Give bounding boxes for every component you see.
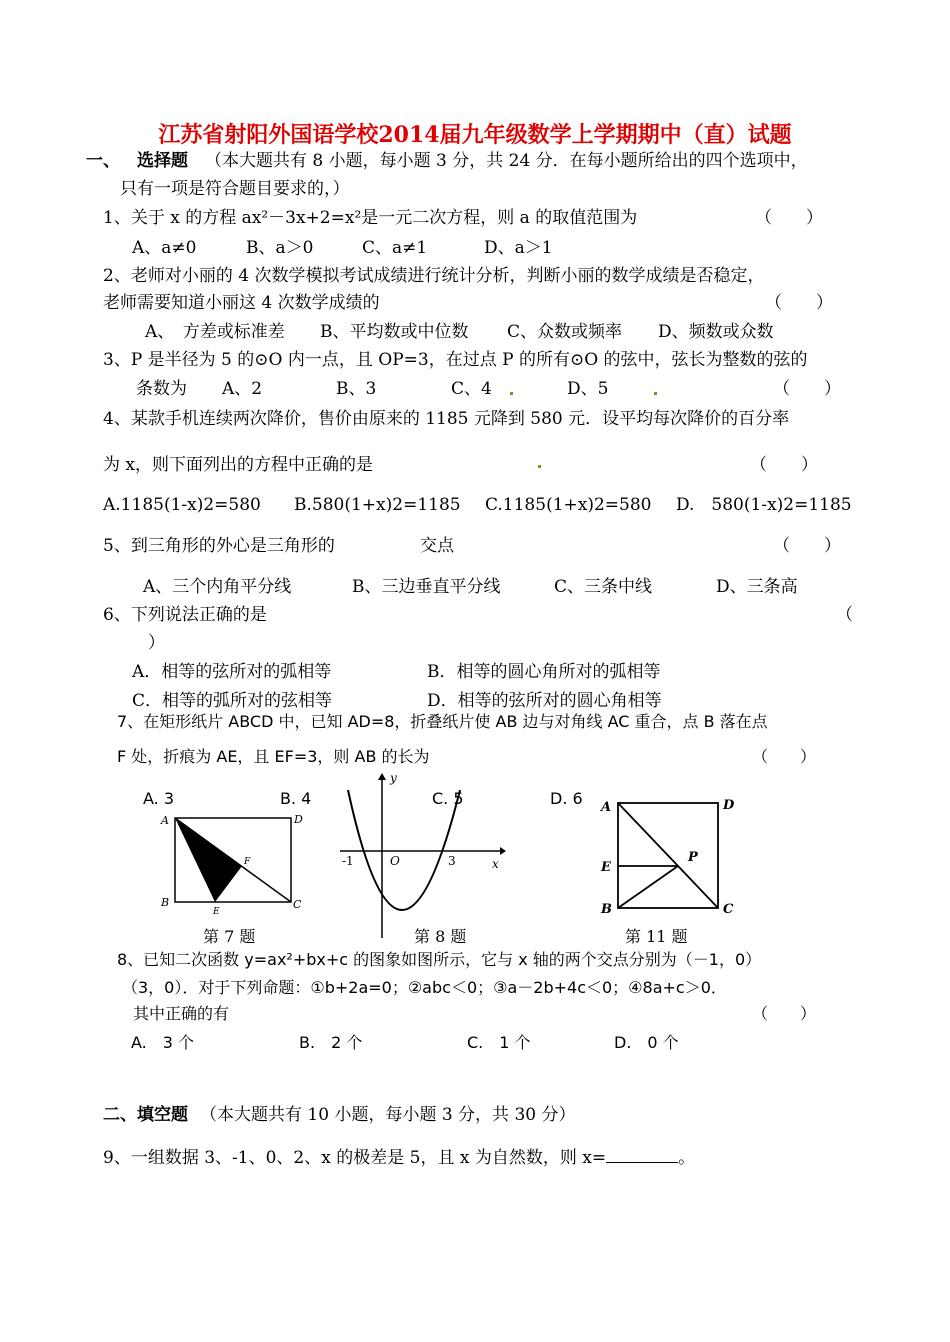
q4-stem: 4、某款手机连续两次降价，售价由原来的 1185 元降到 580 元．设平均每次降价的百分率 — [103, 409, 790, 429]
fig11-diagonal-ac — [618, 803, 718, 908]
q8-stem-3: 其中正确的有 — [133, 1004, 230, 1023]
fig8-y-arrow — [378, 773, 386, 780]
fig8-x-arrow — [500, 847, 506, 855]
q9-answer-blank[interactable] — [606, 1146, 678, 1163]
fig11-label-e: E — [601, 860, 611, 875]
q5-option-d: D、三条高 — [716, 577, 798, 597]
q5-tail: 交点 — [420, 536, 454, 556]
q3-bracket: （ ） — [773, 379, 841, 399]
section1-number: 一、 — [86, 151, 120, 171]
q4-bracket: （ ） — [750, 455, 818, 475]
q7-option-c: C. 5 — [432, 789, 464, 808]
q3-option-a: A、2 — [222, 379, 263, 399]
q8-option-a: A. 3 个 — [131, 1033, 195, 1052]
q8-stem-2: （3，0）．对于下列命题：①b+2a=0；②abc＜0；③a－2b+4c＜0；④8a+c＞0． — [122, 978, 727, 997]
q9-stem — [103, 1146, 695, 1169]
q5-option-b: B、三边垂直平分线 — [352, 577, 501, 597]
q2-stem: 2、老师对小丽的 4 次数学模拟考试成绩进行统计分析，判断小丽的数学成绩是否稳定， — [103, 266, 765, 286]
fig8-label-minus1: -1 — [342, 854, 354, 868]
fig8-label-o: O — [390, 854, 400, 868]
q8-option-b: B. 2 个 — [299, 1033, 363, 1052]
q3-option-b: B、3 — [336, 379, 377, 399]
section1-heading: 选择题 — [137, 151, 188, 171]
q7-stem: 7、在矩形纸片 ABCD 中，已知 AD=8，折叠纸片使 AB 边与对角线 AC 重合，点 B 落在点 — [117, 712, 768, 731]
fig7-label-b: B — [161, 896, 170, 909]
figure-q7 — [155, 810, 305, 950]
figure-q8 — [330, 770, 510, 950]
fig8-parabola — [348, 790, 460, 910]
q2-stem-2: 老师需要知道小丽这 4 次数学成绩的 — [103, 293, 380, 313]
q6-bracket-open: （ — [836, 605, 853, 625]
section2-desc: （本大题共有 10 小题，每小题 3 分，共 30 分） — [200, 1105, 576, 1125]
q3-stem-2: 条数为 — [136, 379, 187, 399]
q2-option-c: C、众数或频率 — [507, 322, 623, 342]
artifact-dot — [654, 392, 657, 395]
q4-option-c: C.1185(1+x)2=580 — [485, 495, 652, 515]
fig7-caption: 第 7 题 — [203, 927, 256, 946]
q1-option-a: A、a≠0 — [132, 238, 197, 258]
q8-option-c: C. 1 个 — [467, 1033, 531, 1052]
artifact-dot — [538, 465, 541, 468]
q8-stem: 8、已知二次函数 y=ax²+bx+c 的图象如图所示，它与 x 轴的两个交点分别为（－1，0） — [117, 950, 762, 969]
q4-option-b: B.580(1+x)2=1185 — [294, 495, 461, 515]
q5-bracket: （ ） — [773, 536, 841, 556]
fig7-label-d: D — [294, 813, 303, 826]
fig8-label-y: y — [390, 771, 397, 785]
q7-bracket: （ ） — [752, 747, 817, 766]
q5-stem: 5、到三角形的外心是三角形的 — [103, 536, 335, 556]
q2-option-a: A、 方差或标准差 — [145, 322, 285, 342]
page-title: 江苏省射阳外国语学校2014届九年级数学上学期期中（直）试题 — [158, 122, 792, 148]
q8-option-d: D. 0 个 — [614, 1033, 679, 1052]
q3-stem: 3、P 是半径为 5 的⊙O 内一点，且 OP=3，在过点 P 的所有⊙O 的弦中，弦长为整数的弦的 — [103, 350, 808, 370]
fig7-folded-triangle — [175, 818, 242, 902]
q4-stem-2: 为 x，则下面列出的方程中正确的是 — [103, 455, 373, 475]
fig11-label-c: C — [723, 902, 734, 917]
fig11-label-d: D — [723, 798, 735, 813]
q5-option-c: C、三条中线 — [554, 577, 653, 597]
q1-stem: 1、关于 x 的方程 ax²－3x+2=x²是一元二次方程，则 a 的取值范围为 — [103, 208, 638, 228]
section1-desc: （本大题共有 8 小题，每小题 3 分，共 24 分．在每小题所给出的四个选项中， — [205, 151, 808, 171]
q3-option-c: C、4 — [451, 379, 492, 399]
q7-option-d: D. 6 — [550, 789, 583, 808]
q6-option-b: B．相等的圆心角所对的弧相等 — [427, 662, 661, 682]
fig8-label-x: x — [492, 857, 499, 871]
q3-option-d: D、5 — [567, 379, 609, 399]
q6-option-c: C．相等的弧所对的弦相等 — [132, 691, 333, 711]
fig8-label-3: 3 — [448, 854, 456, 868]
fig8-caption: 第 8 题 — [414, 927, 467, 946]
q7-option-a: A. 3 — [143, 789, 175, 808]
fig7-label-f: F — [244, 857, 251, 867]
figure-q11 — [595, 795, 755, 950]
q4-option-a: A.1185(1-x)2=580 — [103, 495, 261, 515]
q7-option-b: B. 4 — [280, 789, 312, 808]
q1-option-d: D、a＞1 — [484, 238, 553, 258]
q1-option-b: B、a＞0 — [246, 238, 314, 258]
q2-option-d: D、频数或众数 — [658, 322, 774, 342]
q1-bracket: （ ） — [755, 208, 823, 228]
q6-bracket-close: ） — [148, 633, 165, 653]
q5-option-a: A、三个内角平分线 — [143, 577, 292, 597]
q6-option-d: D．相等的弦所对的圆心角相等 — [427, 691, 662, 711]
section2-heading: 二、填空题 — [103, 1105, 188, 1125]
q2-option-b: B、平均数或中位数 — [320, 322, 469, 342]
fig7-label-e: E — [213, 907, 220, 917]
q2-bracket: （ ） — [765, 293, 833, 313]
q9-stem-text: 9、一组数据 3、-1、0、2、x 的极差是 5，且 x 为自然数，则 x= — [103, 1148, 607, 1168]
fig11-caption: 第 11 题 — [625, 927, 688, 946]
q6-option-a: A．相等的弦所对的弧相等 — [132, 662, 332, 682]
artifact-dot — [510, 392, 513, 395]
q4-option-d: D. 580(1-x)2=1185 — [676, 495, 852, 515]
q8-bracket: （ ） — [752, 1004, 817, 1023]
q1-option-c: C、a≠1 — [362, 238, 428, 258]
fig11-label-b: B — [601, 902, 612, 917]
fig7-label-c: C — [293, 898, 302, 911]
q6-stem: 6、下列说法正确的是 — [103, 605, 267, 625]
fig11-label-a: A — [601, 800, 612, 815]
fig11-label-p: P — [688, 850, 698, 865]
section1-desc-2: 只有一项是符合题目要求的，） — [120, 179, 350, 199]
fig11-segment-bp — [618, 866, 678, 908]
q7-stem-2: F 处，折痕为 AE，且 EF=3，则 AB 的长为 — [117, 747, 430, 766]
fig7-label-a: A — [161, 814, 169, 827]
q9-tail: 。 — [678, 1148, 696, 1168]
